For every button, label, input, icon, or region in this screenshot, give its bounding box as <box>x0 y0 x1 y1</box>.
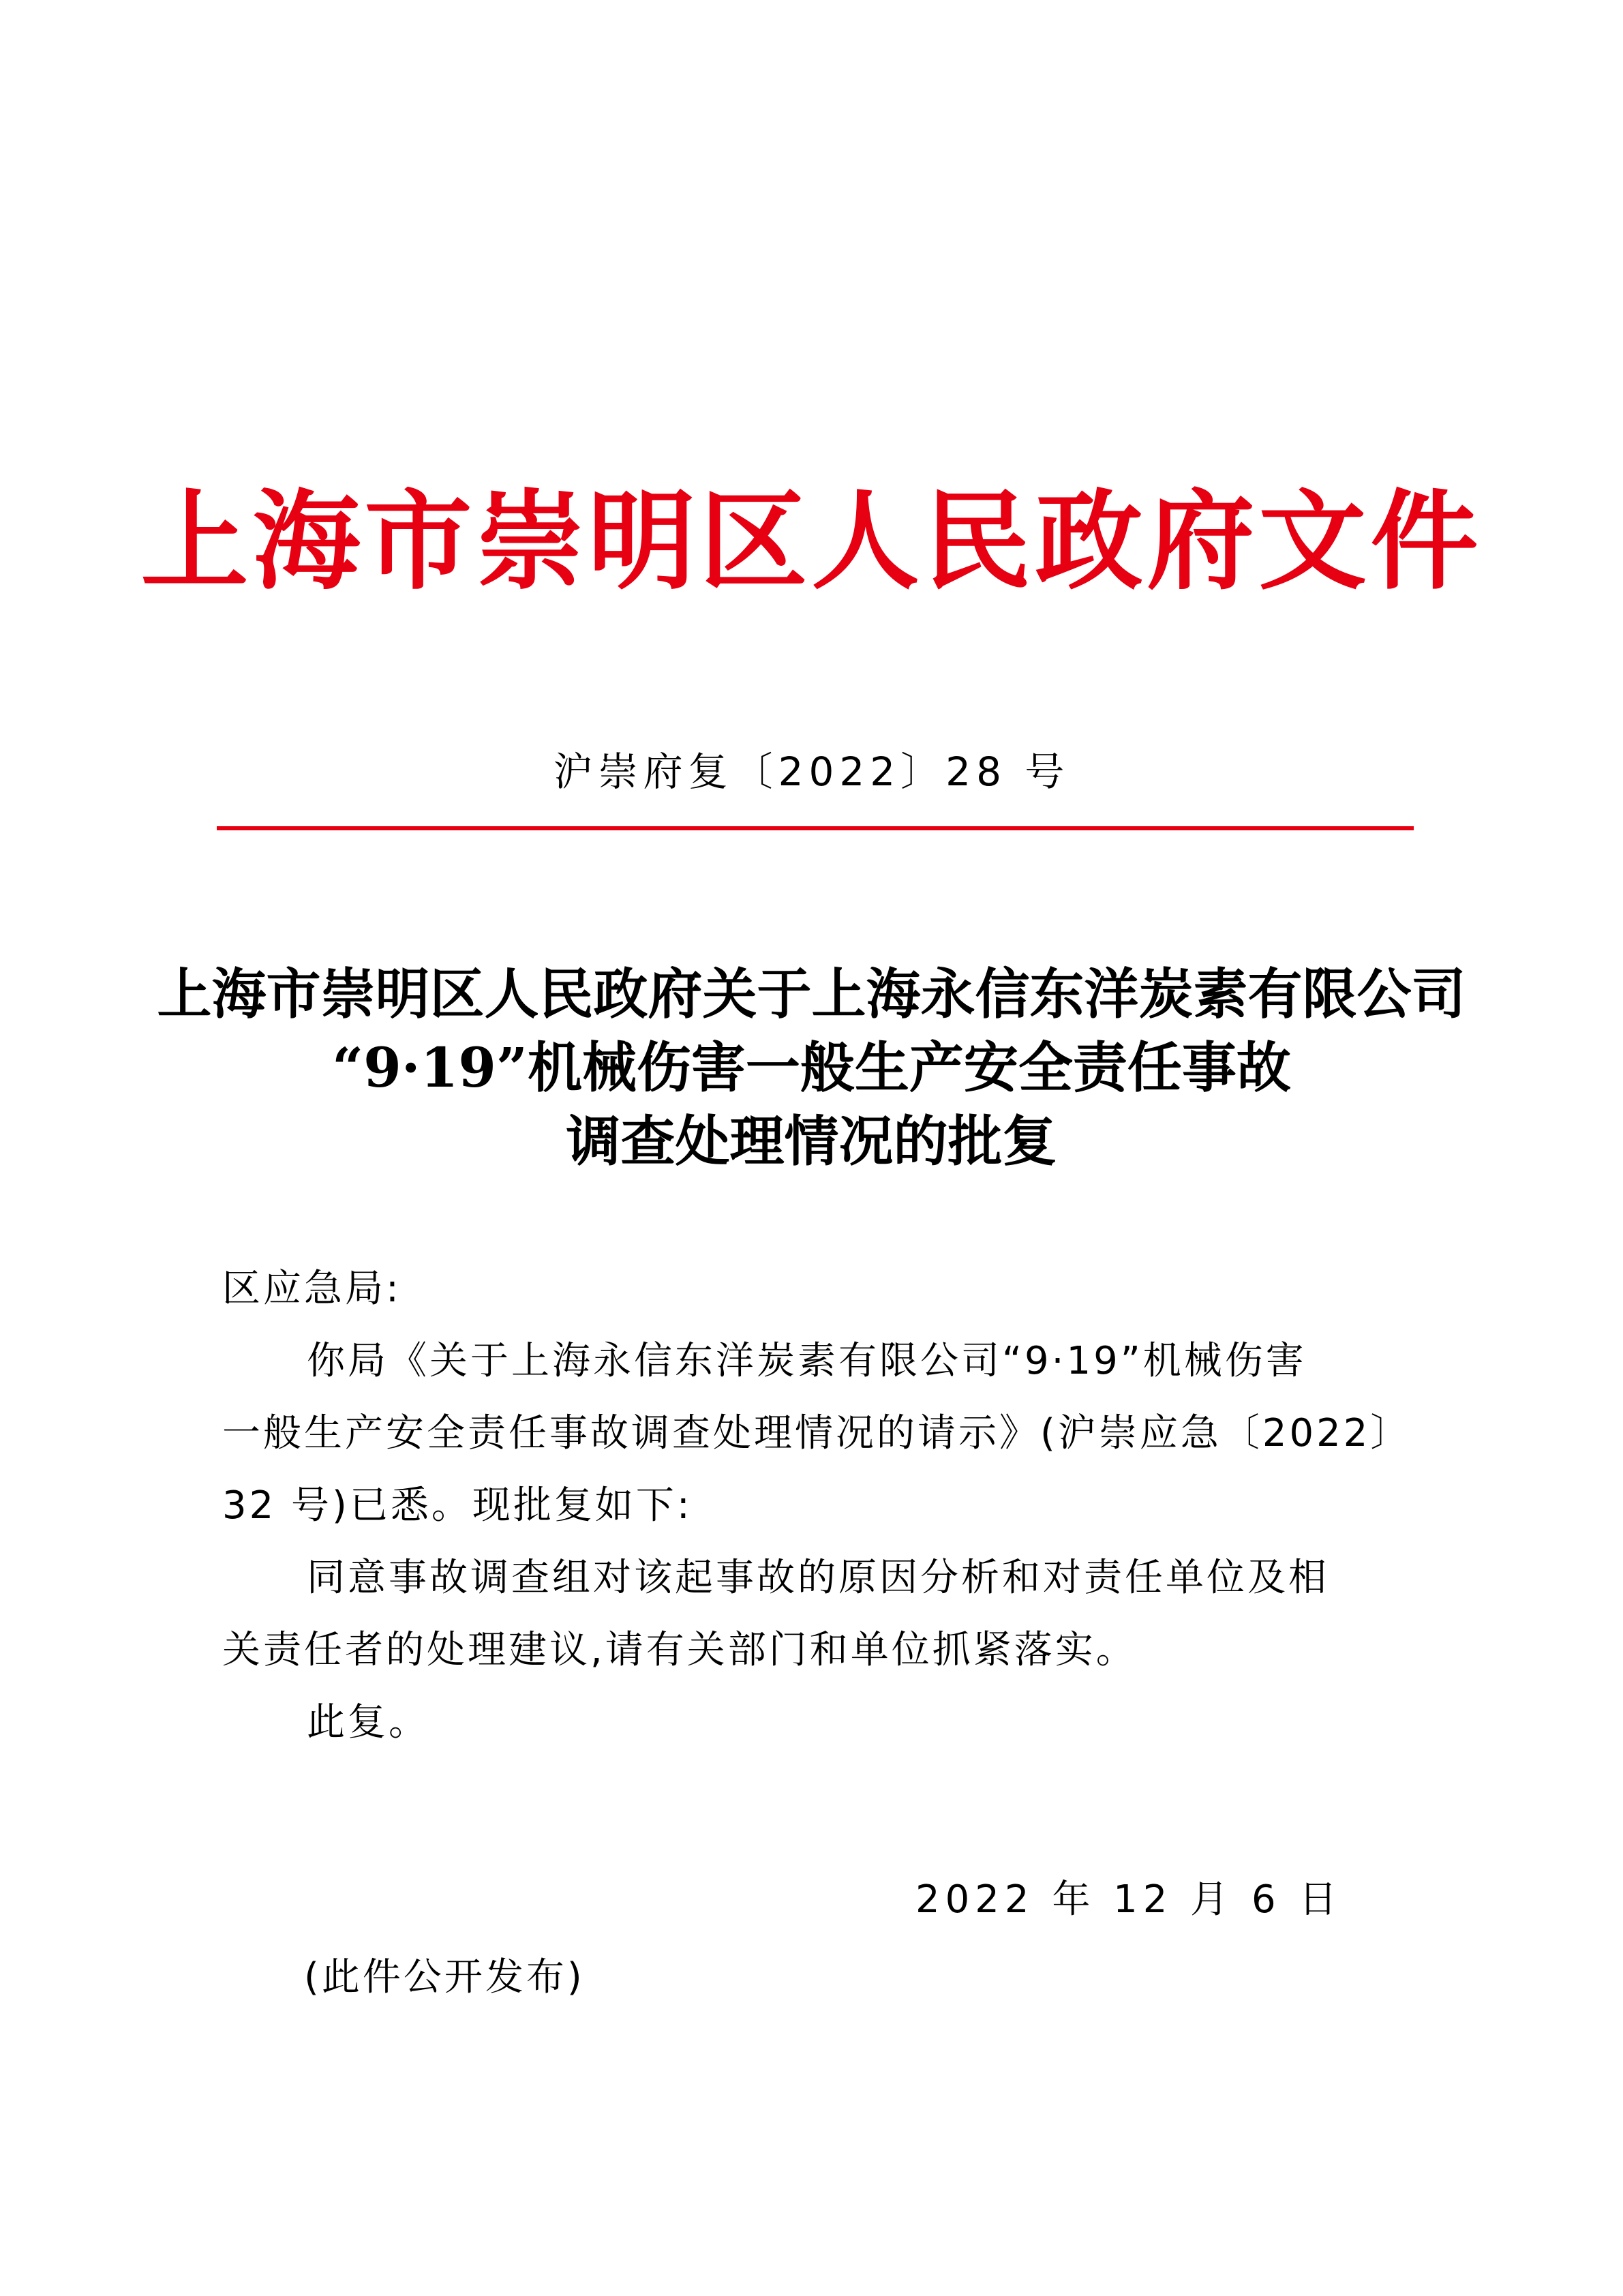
red-separator-line <box>217 826 1414 830</box>
document-title-line-3: 调查处理情况的批复 <box>566 1109 1057 1173</box>
document-number: 沪崇府复〔2022〕28 号 <box>553 749 1070 795</box>
paragraph-1-line-3: 32 号)已悉。现批复如下: <box>222 1483 693 1528</box>
document-body <box>222 1253 1422 1759</box>
document-title <box>0 957 1623 1178</box>
issue-date: 2022 年 12 月 6 日 <box>915 1877 1343 1922</box>
addressee: 区应急局: <box>222 1267 401 1311</box>
closing-text: 此复。 <box>307 1700 429 1744</box>
paragraph-1-line-2: 一般生产安全责任事故调查处理情况的请示》(沪崇应急〔2022〕 <box>222 1411 1412 1455</box>
paragraph-1-line-1: 你局《关于上海永信东洋炭素有限公司“9·19”机械伤害 <box>307 1339 1307 1383</box>
issuer-title: 上海市崇明区人民政府文件 <box>140 479 1483 605</box>
document-title-line-2: “9·19”机械伤害一般生产安全责任事故 <box>332 1036 1291 1100</box>
paragraph-2-line-1: 同意事故调查组对该起事故的原因分析和对责任单位及相 <box>307 1556 1329 1600</box>
release-note: (此件公开发布) <box>304 1955 585 1999</box>
document-title-line-1: 上海市崇明区人民政府关于上海永信东洋炭素有限公司 <box>157 962 1466 1026</box>
paragraph-2-line-2: 关责任者的处理建议,请有关部门和单位抓紧落实。 <box>222 1628 1137 1672</box>
